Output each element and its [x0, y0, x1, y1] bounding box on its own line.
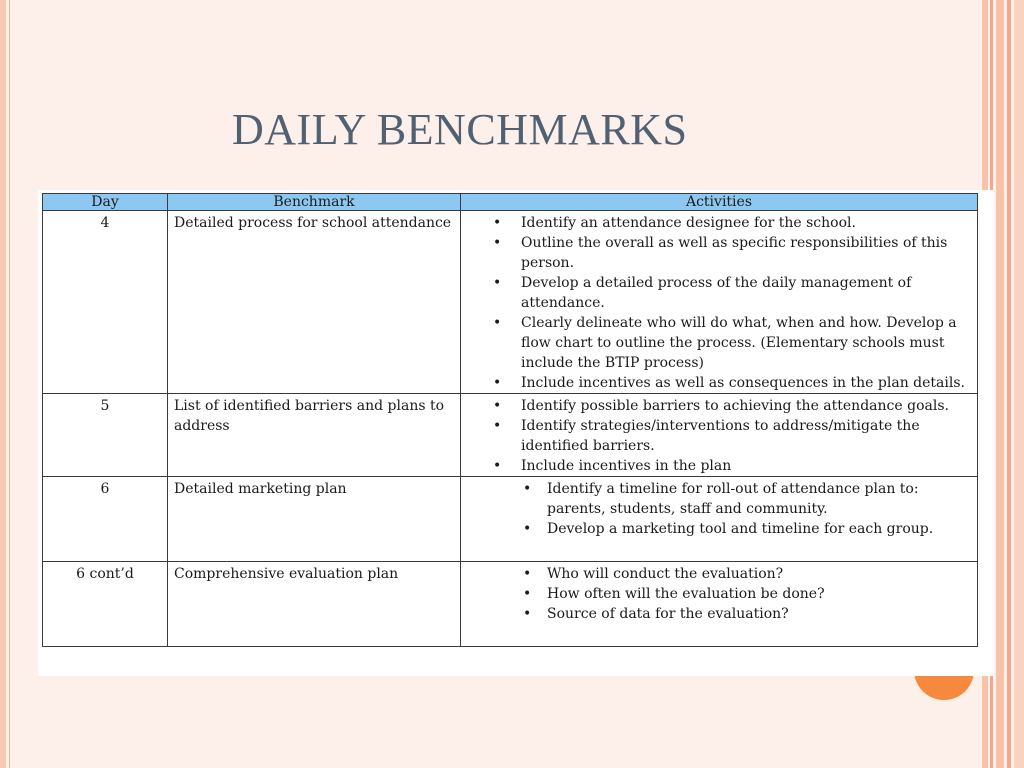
activity-item: • Identify possible barriers to achieving the attendance goals. [467, 396, 971, 416]
benchmark-cell: Detailed process for school attendance [168, 211, 461, 394]
table-row [43, 211, 978, 394]
activities-list [467, 213, 971, 393]
activity-item: • Include incentives as well as consequences in the plan details. [467, 373, 971, 393]
activity-item: • Outline the overall as well as specific responsibilities of this person. [467, 233, 971, 273]
table-row [43, 394, 978, 477]
activity-item: • Source of data for the evaluation? [467, 604, 971, 624]
activity-item: • Who will conduct the evaluation? [467, 564, 971, 584]
table-row [43, 477, 978, 562]
activities-list [467, 479, 971, 539]
benchmarks-table [42, 193, 978, 647]
slide-title: DAILY BENCHMARKS [232, 105, 688, 154]
activities-list [467, 396, 971, 476]
table-row [43, 562, 978, 647]
day-cell: 6 cont’d [43, 562, 168, 647]
activities-cell [461, 394, 978, 477]
column-header-benchmark: Benchmark [168, 194, 461, 211]
benchmark-cell: Comprehensive evaluation plan [168, 562, 461, 647]
right-decorative-stripe [1014, 0, 1024, 768]
column-header-day: Day [43, 194, 168, 211]
right-decorative-stripe [1007, 0, 1011, 768]
activity-item: • How often will the evaluation be done? [467, 584, 971, 604]
activities-cell [461, 477, 978, 562]
activity-item: • Include incentives in the plan [467, 456, 971, 476]
activities-cell [461, 562, 978, 647]
activity-item: • Identify an attendance designee for the school. [467, 213, 971, 233]
activity-item: • Identify a timeline for roll-out of attendance plan to: parents, students, staff and community. [467, 479, 971, 519]
activity-item: • Develop a detailed process of the daily management of attendance. [467, 273, 971, 313]
activity-item: • Identify strategies/interventions to address/mitigate the identified barriers. [467, 416, 971, 456]
benchmark-cell: List of identified barriers and plans to address [168, 394, 461, 477]
left-decorative-bar [0, 0, 6, 768]
benchmark-cell: Detailed marketing plan [168, 477, 461, 562]
activities-cell [461, 211, 978, 394]
day-cell: 5 [43, 394, 168, 477]
column-header-activities: Activities [461, 194, 978, 211]
table-header-row [43, 194, 978, 211]
day-cell: 4 [43, 211, 168, 394]
activity-item: • Clearly delineate who will do what, when and how. Develop a flow chart to outline the process. (Elementary schools must include the BTIP process) [467, 313, 971, 373]
activities-list [467, 564, 971, 624]
day-cell: 6 [43, 477, 168, 562]
right-decorative-stripe [996, 0, 1004, 768]
activity-item: • Develop a marketing tool and timeline for each group. [467, 519, 971, 539]
left-decorative-line [9, 0, 10, 768]
table-panel [38, 190, 994, 676]
